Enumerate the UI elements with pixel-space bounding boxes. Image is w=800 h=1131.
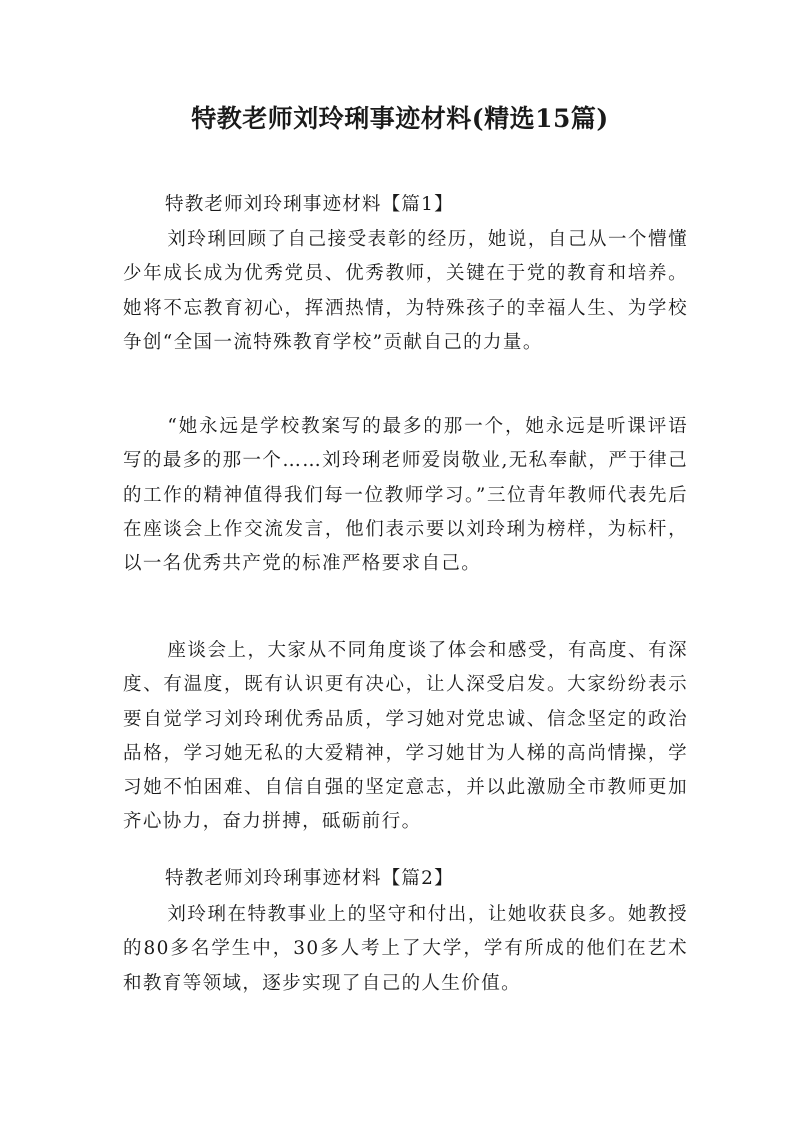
section-heading-2: 特教老师刘玲琍事迹材料【篇2】	[165, 868, 454, 889]
section-1-paragraph-3: 座谈会上，大家从不同角度谈了体会和感受，有高度、有深度、有温度，既有认识更有决心，让人深受启发。大家纷纷表示要自觉学习刘玲琍优秀品质，学习她对党忠诚、信念坚定的政治品格，学习她无私的大爱精神，学习她甘为人梯的高尚情操，学习她不怕困难、自信自强的坚定意志，并以此激励全市教师更加齐心协力，奋力拼搏，砥砺前行。	[123, 640, 688, 833]
section-2-paragraph-1: 刘玲琍在特教事业上的坚守和付出，让她收获良多。她教授的80多名学生中，30多人考上了大学，学有所成的他们在艺术和教育等领域，逐步实现了自己的人生价值。	[123, 904, 688, 994]
section-heading-1: 特教老师刘玲琍事迹材料【篇1】	[165, 194, 454, 215]
section-1-paragraph-1: 刘玲琍回顾了自己接受表彰的经历，她说，自己从一个懵懂少年成长成为优秀党员、优秀教师，关键在于党的教育和培养。她将不忘教育初心，挥洒热情，为特殊孩子的幸福人生、为学校争创“全国一流特殊教育学校”贡献自己的力量。	[123, 229, 688, 353]
document-title: 特教老师刘玲琍事迹材料(精选15篇)	[191, 104, 609, 133]
section-1-paragraph-2: “她永远是学校教案写的最多的那一个，她永远是听课评语写的最多的那一个……刘玲琍老师爱岗敬业,无私奉献，严于律己的工作的精神值得我们每一位教师学习。”三位青年教师代表先后在座谈会上作交流发言，他们表示要以刘玲琍为榜样，为标杆，以一名优秀共产党的标准严格要求自己。	[123, 416, 688, 575]
